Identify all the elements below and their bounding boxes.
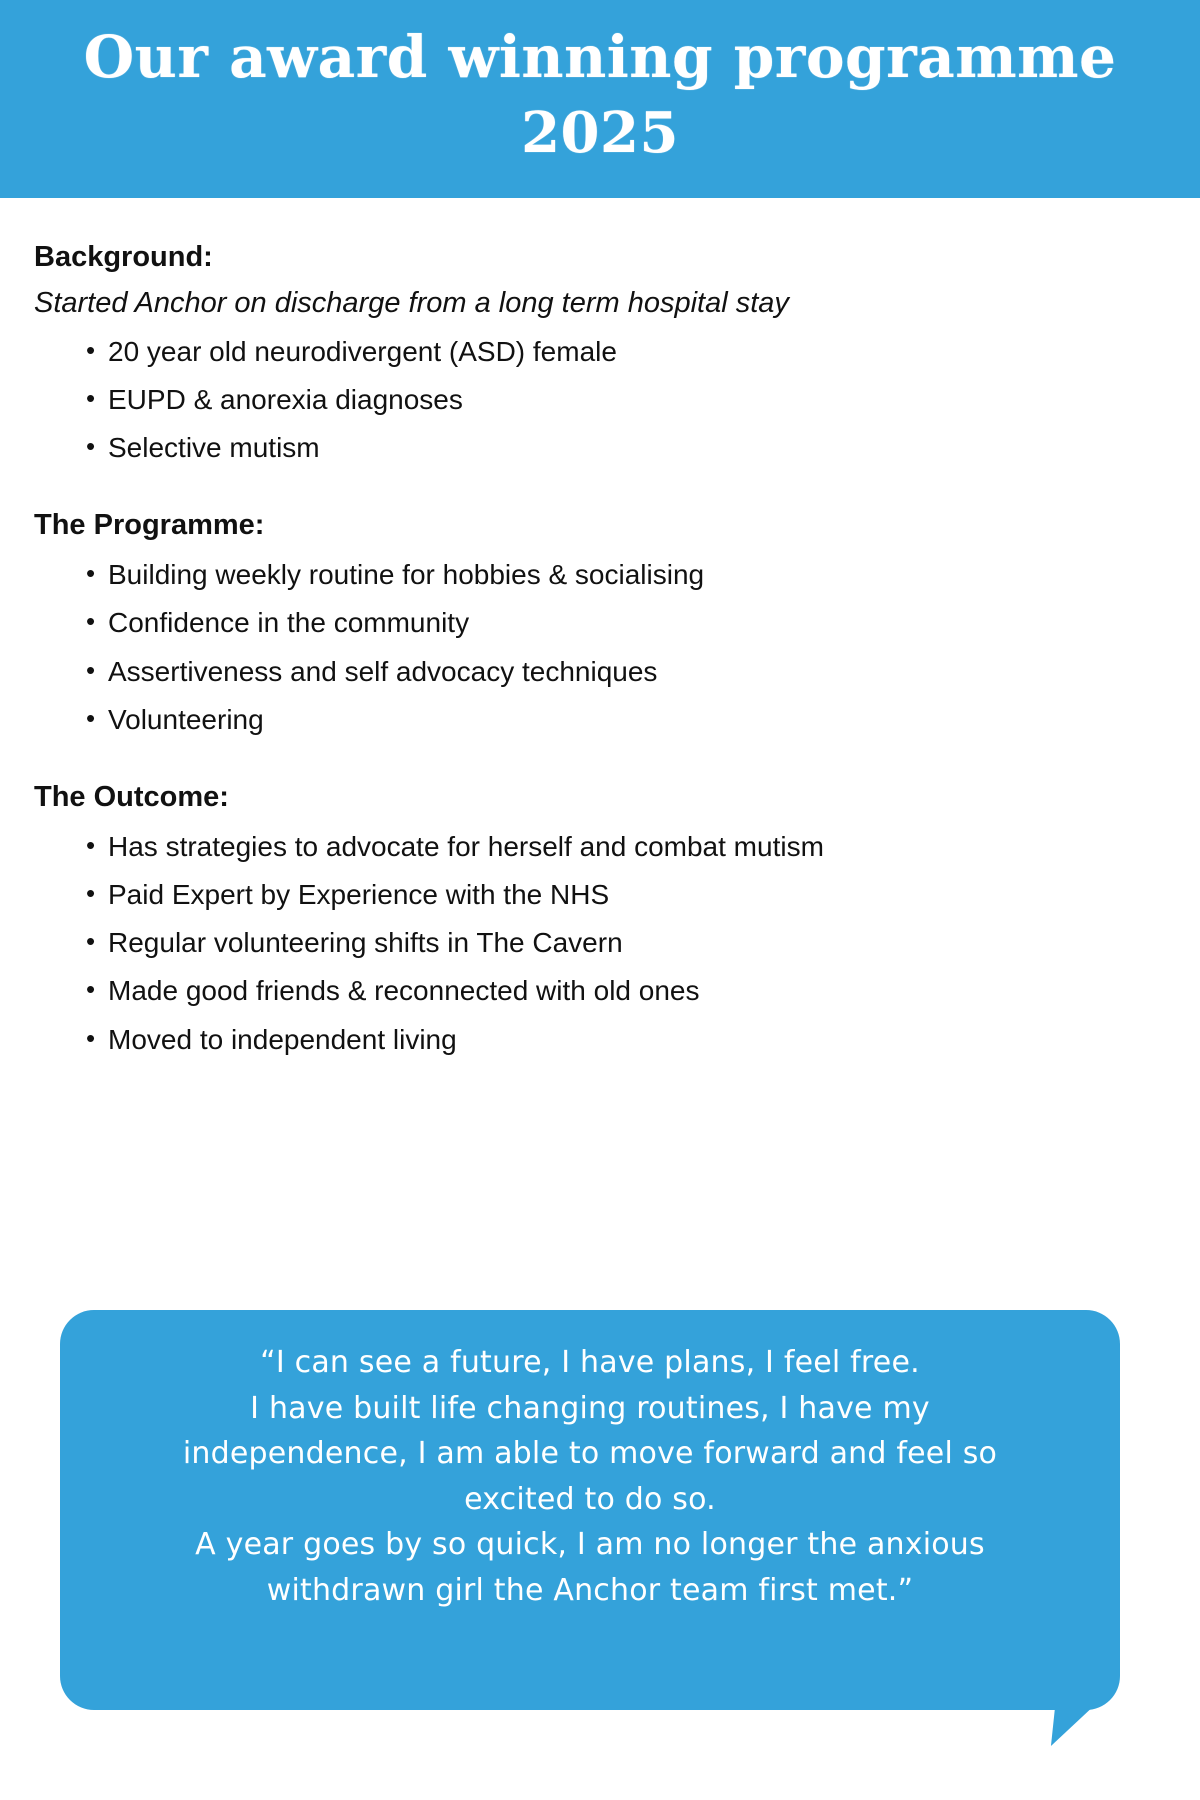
- list-item: • Building weekly routine for hobbies & socialising: [34, 551, 1166, 599]
- list-item: • Volunteering: [34, 696, 1166, 744]
- quote-line: independence, I am able to move forward and feel so: [182, 1436, 998, 1472]
- section-programme: [34, 506, 1166, 744]
- banner-title-line-2: 2025: [521, 100, 679, 167]
- quote-bubble-wrapper: [60, 1310, 1120, 1710]
- list-item: • Made good friends & reconnected with old ones: [34, 967, 1166, 1015]
- quote-bubble: [60, 1310, 1120, 1710]
- section-heading: The Programme:: [34, 509, 265, 542]
- bullet-list: [34, 328, 1166, 472]
- list-item: • EUPD & anorexia diagnoses: [34, 376, 1166, 424]
- poster-content: [0, 198, 1200, 1064]
- section-heading: Background:: [34, 240, 213, 273]
- list-item: • Assertiveness and self advocacy techniques: [34, 648, 1166, 696]
- quote-line: withdrawn girl the Anchor team first met.”: [266, 1572, 914, 1608]
- list-item: • Moved to independent living: [34, 1016, 1166, 1064]
- quote-line: excited to do so.: [464, 1481, 716, 1517]
- quote-line: I have built life changing routines, I have my: [250, 1390, 930, 1426]
- list-item: • Paid Expert by Experience with the NHS: [34, 871, 1166, 919]
- bullet-list: [34, 551, 1166, 744]
- list-item: • Selective mutism: [34, 424, 1166, 472]
- section-outcome: [34, 778, 1166, 1064]
- list-item: • Has strategies to advocate for herself and combat mutism: [34, 823, 1166, 871]
- list-item: • 20 year old neurodivergent (ASD) female: [34, 328, 1166, 376]
- section-background: [34, 238, 1166, 472]
- bullet-list: [34, 823, 1166, 1064]
- banner-title-line-1: Our award winning programme: [83, 23, 1117, 91]
- speech-bubble-tail-icon: [1051, 1688, 1113, 1746]
- quote-line: “I can see a future, I have plans, I feel free.: [260, 1345, 920, 1380]
- quote-line: A year goes by so quick, I am no longer the anxious: [195, 1527, 985, 1563]
- list-item: • Confidence in the community: [34, 599, 1166, 647]
- section-subtitle: Started Anchor on discharge from a long term hospital stay: [34, 287, 789, 320]
- section-heading: The Outcome:: [34, 780, 229, 813]
- header-banner: [0, 0, 1200, 198]
- list-item: • Regular volunteering shifts in The Cavern: [34, 919, 1166, 967]
